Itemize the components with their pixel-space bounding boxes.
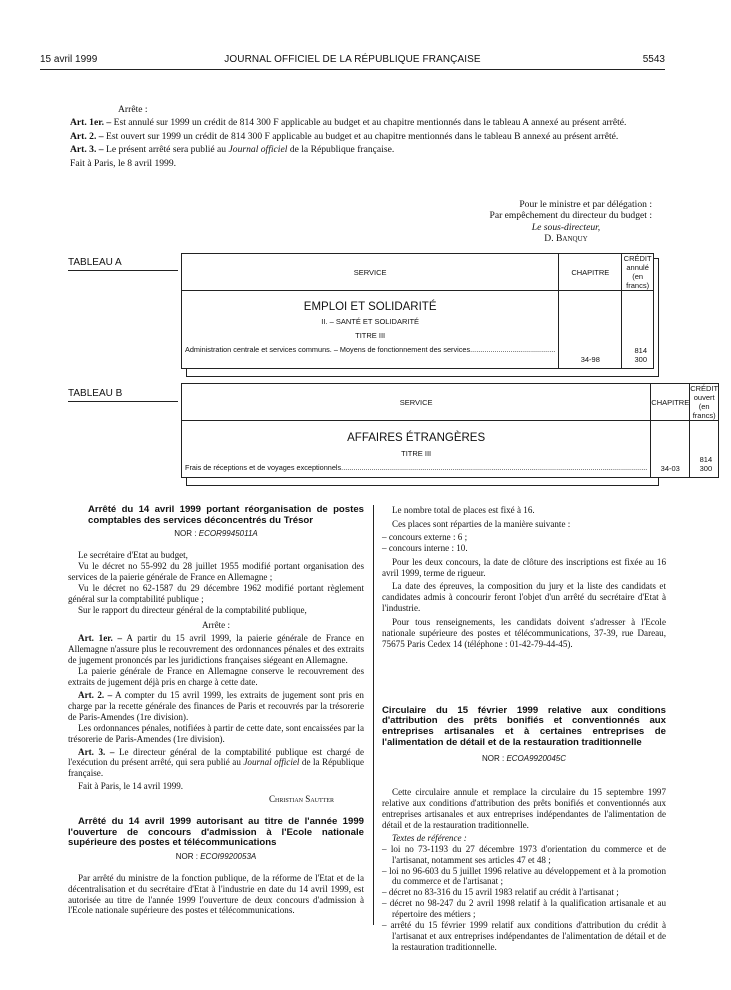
signature-block: Pour le ministre et par délégation : Par empêchement du directeur du budget : Le sous-directeur, D. Banquy [489,199,652,244]
page-header [40,54,665,68]
tableau-a-label-rule [68,270,178,271]
article-3: Art. 3. – Le présent arrêté sera publié au Journal officiel de la République française. [70,144,395,156]
row-label: Frais de réceptions et de voyages exceptionnels....................................................................................................................................................... [185,463,648,472]
row-chapitre: 34-03 [651,421,690,478]
tableau-b-label: TABLEAU B [68,388,123,399]
arrete-2-title: Arrêté du 14 avril 1999 autorisant au titre de l'année 1999 l'ouverture de concours d'admission à l'Ecole nationale supérieure des postes et télécommunications [68,816,364,849]
arrete-1-title: Arrêté du 14 avril 1999 portant réorganisation de postes comptables des services déconcentrés du Trésor [88,504,364,526]
tableau-a-label: TABLEAU A [68,257,122,268]
left-column: Arrêté du 14 avril 1999 portant réorganisation de postes comptables des services déconcentrés du Trésor NOR : ECOR9945011A Le secrétaire d'Etat au budget, Vu le décret no 55-992 du 28 juillet 1955 modifié portant organisation des services de la paierie générale de France en Allemagne ; Vu le décret no 62-1587 du 29 décembre 1962 modifié portant règlement général sur la comptabilité publique ; Sur le rapport du directeur général de la comptabilité publique, Arrête : Art. 1er. – A partir du 15 avril 1999, la paierie générale de France en Allemagne n'assure plus le recouvrement des ordonnances pénales et des extraits de jugement prononcés par les juridictions françaises siégeant en Allemagne. La paierie générale de France en Allemagne conserve le recouvrement des extraits de jugement déjà pris en charge à cette date. Art. 2. – A compter du 15 avril 1999, les extraits de jugement sont pris en charge par la recette générale des finances de Paris et recouvrés par la trésorerie de Paris-Amendes (1re division). Les ordonnances pénales, notifiées à partir de cette date, sont encaissées par la trésorerie de Paris-Amendes (1re division). Art. 3. – Le directeur général de la comptabilité publique est chargé de l'exécution du présent arrêté, qui sera publié au Journal officiel de la République française. Fait à Paris, le 14 avril 1999. Christian Sautter Arrêté du 14 avril 1999 autorisant au titre de l'année 1999 l'ouverture de concours d'admission à l'Ecole nationale supérieure des postes et télécommunications NOR : ECOI9920053A Par arrêté du ministre de la fonction publique, de la réforme de l'Etat et de la décentralisation et du secrétaire d'Etat à l'industrie en date du 14 avril 1999, est autorisée au titre de l'année 1999 l'ouverture de deux concours d'admission à l'Ecole nationale supérieure des postes et télécommunications. [68,504,364,916]
col-credit: CRÉDIT ouvert (en francs) [690,384,719,420]
arrete-2-nor: NOR : ECOI9920053A [175,851,257,861]
titre-label: TITRE III [355,331,386,340]
top-arrete [60,104,665,171]
circulaire-nor: NOR : ECOA9920045C [481,754,567,764]
article-1: Art. 1er. – Est annulé sur 1999 un crédit de 814 300 F applicable au budget et au chapitre mentionnés dans le tableau A annexé au présent arrêté. [70,117,627,129]
right-column: Le nombre total de places est fixé à 16. Ces places sont réparties de la manière suivante : – concours externe : 6 ; – concours interne : 10. Pour les deux concours, la date de clôture des inscriptions est fixée au 16 avril 1999, terme de rigueur. La date des épreuves, la composition du jury et la liste des candidats et candidates admis à concourir feront l'objet d'un arrêté du secrétaire d'Etat à l'industrie. Pour tous renseignements, les candidats doivent s'adresser à l'Ecole nationale supérieure des postes et télécommunications, 37-39, rue Dareau, 75675 Paris Cedex 14 (téléphone : 01-42-79-44-45). Circulaire du 15 février 1999 relative aux conditions d'attribution des prêts bonifiés et conventionnés aux entreprises artisanales et à certaines entreprises de l'alimentation de détail et de la restauration traditionnelle NOR : ECOA9920045C Cette circulaire annule et remplace la circulaire du 15 septembre 1997 relative aux conditions d'attribution des prêts bonifiés et conventionnés aux entreprises artisanales et aux entreprises indépendantes de l'alimentation de détail et de la restauration traditionnelle. Textes de référence : – loi no 73-1193 du 27 décembre 1973 d'orientation du commerce et de l'artisanat, notamment ses articles 47 et 48 ; – loi no 96-603 du 5 juillet 1996 relative au développement et à la promotion du commerce et de l'artisanat ; – décret no 83-316 du 15 avril 1983 relatif au crédit à l'artisanat ; – décret no 98-247 du 2 avril 1998 relatif à la qualification artisanale et au répertoire des métiers ; – arrêté du 15 février 1999 relatif aux conditions d'attribution du crédit à l'artisanat et aux entreprises indépendantes de l'alimentation de détail et de la restauration traditionnelle. [382,505,666,952]
tableau-b [181,383,719,478]
col-chapitre: CHAPITRE [651,384,690,421]
col-chapitre: CHAPITRE [559,254,622,291]
header-page-number: 5543 [642,54,665,65]
titre-label: TITRE III [401,449,432,458]
arrete-line: Arrête : [118,104,148,115]
col-credit: CRÉDIT annulé (en francs) [623,254,652,290]
row-credit: 814 300 [690,421,719,478]
arrete-1-nor: NOR : ECOR9945011A [174,529,258,539]
article-2: Art. 2. – Est ouvert sur 1999 un crédit de 814 300 F applicable au budget et au chapitre mentionnés dans le tableau B annexé au présent arrêté. [70,130,619,142]
col-service: SERVICE [182,254,559,291]
service-cell [182,421,651,478]
row-label: Administration centrale et services communs. – Moyens de fonctionnement des services.......................................... [185,345,556,354]
arrete-1-signature: Christian Sautter [268,794,334,805]
header-title: JOURNAL OFFICIEL DE LA RÉPUBLIQUE FRANÇAISE [224,54,481,65]
ministry-title: AFFAIRES ÉTRANGÈRES [347,432,486,444]
row-chapitre: 34-98 [559,291,622,369]
fait-line: Fait à Paris, le 8 avril 1999. [70,157,177,169]
tableau-a [181,253,654,369]
column-divider [373,505,374,925]
tableau-b-label-rule [68,401,178,402]
section-title: II. – SANTÉ ET SOLIDARITÉ [321,317,420,326]
header-rule [40,69,665,70]
col-service: SERVICE [182,384,651,421]
circulaire-title: Circulaire du 15 février 1999 relative aux conditions d'attribution des prêts bonifiés et conventionnés aux entreprises artisanales et à certaines entreprises de l'alimentation de détail et de la restauration traditionnelle [382,704,666,748]
service-cell [182,291,559,369]
header-date: 15 avril 1999 [40,54,98,65]
ministry-title: EMPLOI ET SOLIDARITÉ [303,301,437,313]
row-credit: 814 300 [622,291,654,369]
